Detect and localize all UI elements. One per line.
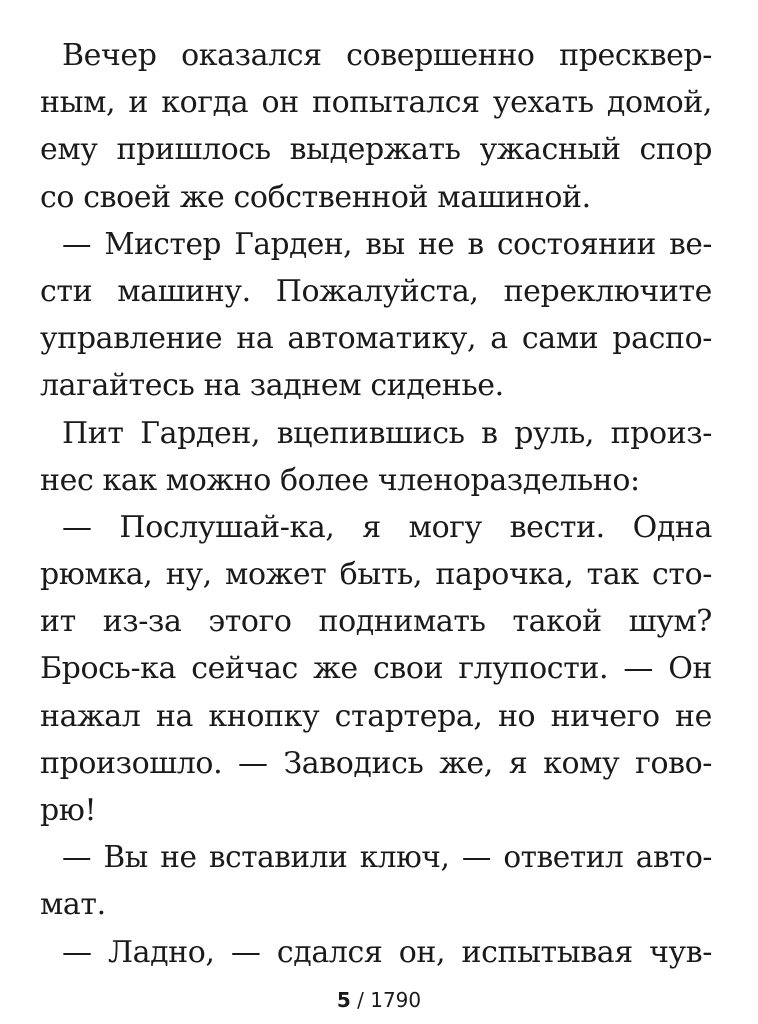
- text-line: Брось-ка сейчас же свои глупости. — Он: [40, 651, 712, 687]
- page-text: [40, 32, 712, 976]
- text-line: — Вы не вставили ключ, — ответил авто-: [62, 840, 712, 875]
- text-line: нажал на кнопку стартера, но ничего не: [40, 698, 712, 734]
- text-line: Пит Гарден, вцепившись в руль, произ-: [62, 415, 712, 451]
- text-line: нес как можно более членораздельно:: [40, 462, 640, 498]
- text-line: ным, и когда он попытался уехать домой,: [40, 85, 712, 121]
- text-line: произошло. — Заводись же, я кому гово-: [40, 745, 712, 781]
- text-line: лагайтесь на заднем сиденье.: [40, 368, 504, 404]
- text-line: сти машину. Пожалуйста, переключите: [40, 273, 712, 309]
- text-line: ит из-за этого поднимать такой шум?: [40, 604, 712, 640]
- text-line: Вечер оказался совершенно пресквер-: [62, 38, 712, 73]
- text-line: мат.: [40, 887, 106, 923]
- page-indicator: [0, 988, 758, 1012]
- text-line: — Послушай-ка, я могу вести. Одна: [62, 509, 712, 545]
- total-pages: 1790: [370, 988, 422, 1012]
- text-line: рю!: [40, 793, 97, 828]
- page-separator: /: [350, 988, 371, 1012]
- text-line: рюмка, ну, может быть, парочка, так сто-: [40, 557, 712, 593]
- current-page-number: 5: [336, 988, 351, 1012]
- text-line: — Ладно, — сдался он, испытывая чув-: [62, 934, 712, 970]
- text-line: ему пришлось выдержать ужасный спор: [40, 132, 712, 168]
- text-line: со своей же собственной машиной.: [40, 179, 591, 215]
- text-line: управление на автоматику, а сами распо-: [40, 321, 712, 357]
- text-line: — Мистер Гарден, вы не в состоянии ве-: [62, 226, 712, 261]
